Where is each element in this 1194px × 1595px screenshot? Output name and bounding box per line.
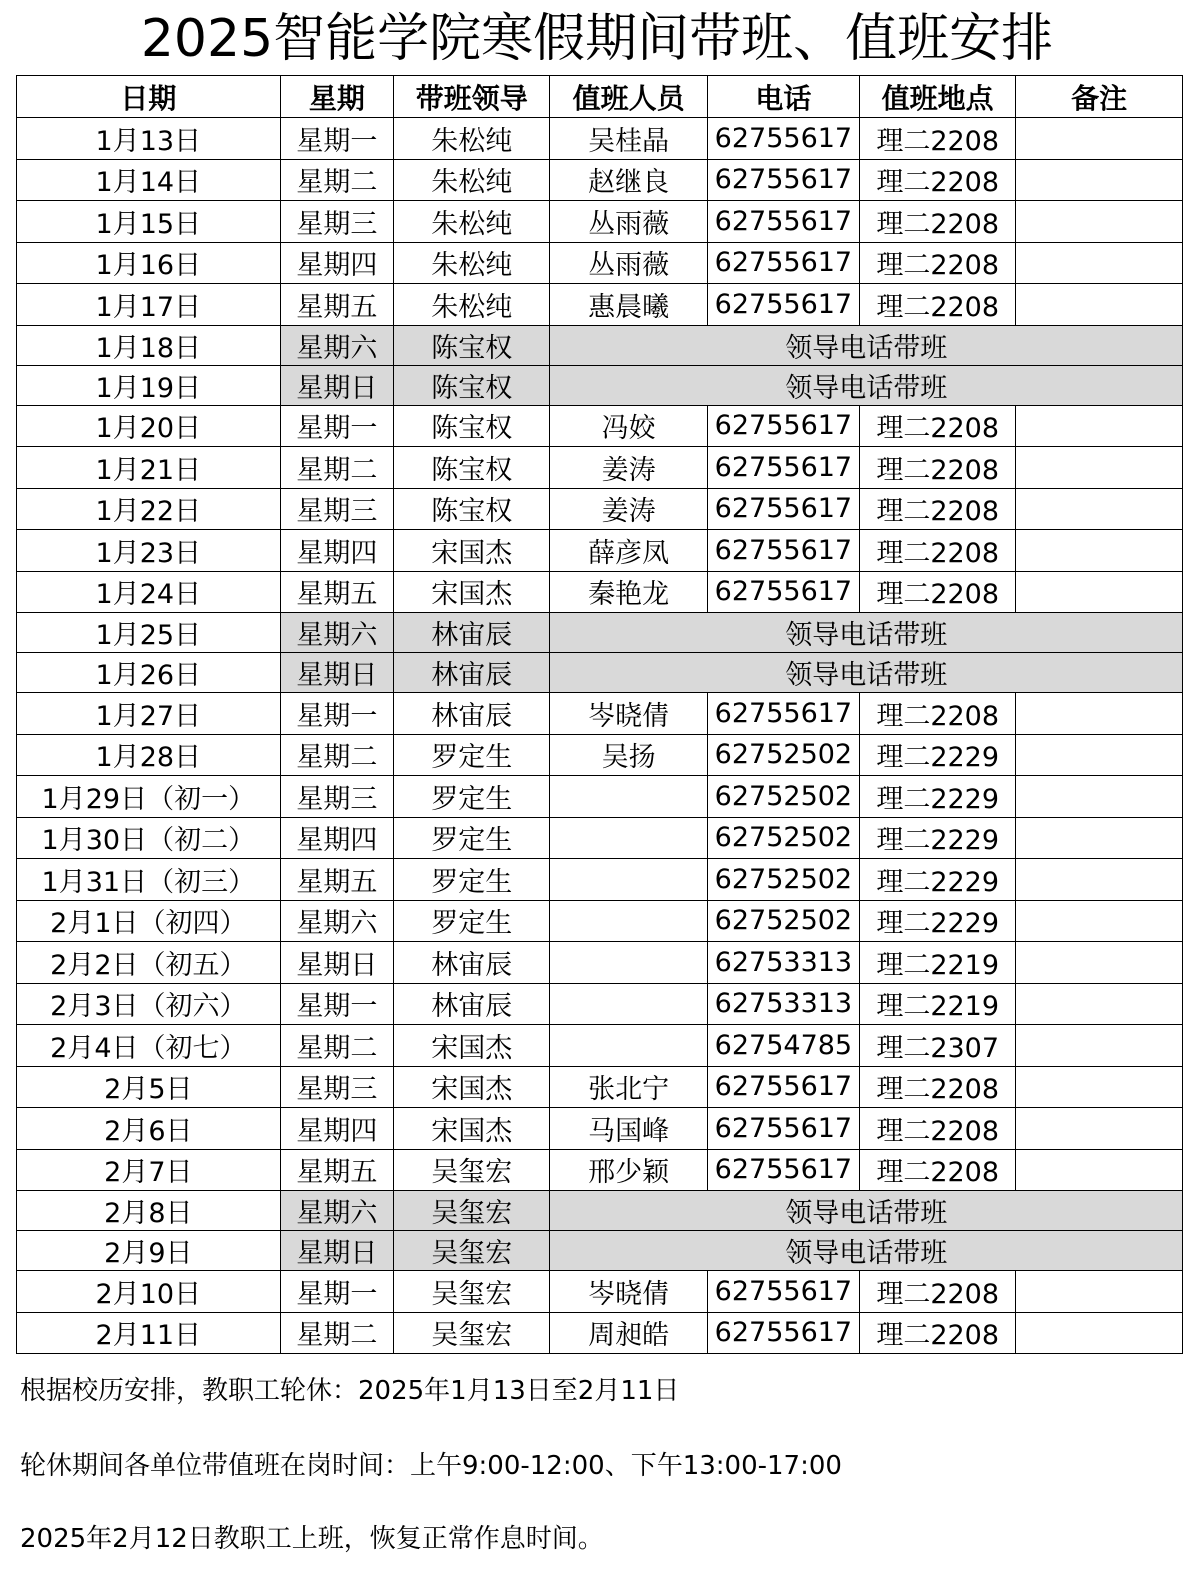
- table-row: [17, 1149, 1183, 1191]
- cell-note: [1016, 571, 1183, 613]
- cell-leader: 朱松纯: [394, 284, 550, 326]
- cell-weekday: 星期四: [280, 242, 393, 284]
- cell-weekday: 星期二: [280, 447, 393, 489]
- cell-weekday: 星期二: [280, 1025, 393, 1067]
- cell-note: [1016, 693, 1183, 735]
- cell-date: 1月24日: [17, 571, 281, 613]
- cell-date: 2月8日: [17, 1191, 281, 1231]
- cell-staff: 岑晓倩: [550, 693, 707, 735]
- cell-location: 理二2208: [860, 571, 1016, 613]
- cell-note: [1016, 488, 1183, 530]
- cell-phone: 62752502: [707, 734, 859, 776]
- cell-location: 理二2208: [860, 405, 1016, 447]
- cell-phone: 62752502: [707, 776, 859, 818]
- cell-leader: 林宙辰: [394, 653, 550, 693]
- table-row: [17, 159, 1183, 201]
- cell-phone-duty-merged: 领导电话带班: [550, 1231, 1183, 1271]
- cell-leader: 林宙辰: [394, 942, 550, 984]
- cell-phone: 62753313: [707, 983, 859, 1025]
- table-header-row: [17, 76, 1183, 118]
- cell-phone: 62755617: [707, 571, 859, 613]
- cell-staff: 邢少颖: [550, 1149, 707, 1191]
- duty-schedule-table: [16, 75, 1183, 1354]
- cell-phone: 62755617: [707, 405, 859, 447]
- cell-date: 2月6日: [17, 1108, 281, 1150]
- cell-staff: 吴扬: [550, 734, 707, 776]
- table-row: [17, 571, 1183, 613]
- cell-weekday: 星期二: [280, 1312, 393, 1354]
- table-row: [17, 817, 1183, 859]
- cell-phone: 62753313: [707, 942, 859, 984]
- cell-date: 1月23日: [17, 530, 281, 572]
- cell-staff: [550, 776, 707, 818]
- cell-date: 1月21日: [17, 447, 281, 489]
- cell-leader: 朱松纯: [394, 201, 550, 243]
- cell-phone: 62755617: [707, 1066, 859, 1108]
- cell-note: [1016, 1108, 1183, 1150]
- cell-note: [1016, 942, 1183, 984]
- cell-note: [1016, 1271, 1183, 1313]
- cell-weekday: 星期一: [280, 405, 393, 447]
- cell-phone: 62752502: [707, 900, 859, 942]
- cell-weekday: 星期五: [280, 571, 393, 613]
- cell-leader: 朱松纯: [394, 242, 550, 284]
- cell-date: 1月22日: [17, 488, 281, 530]
- cell-staff: 姜涛: [550, 447, 707, 489]
- cell-leader: 罗定生: [394, 900, 550, 942]
- cell-weekday: 星期四: [280, 1108, 393, 1150]
- cell-date: 2月3日（初六）: [17, 983, 281, 1025]
- cell-leader: 朱松纯: [394, 159, 550, 201]
- cell-location: 理二2219: [860, 942, 1016, 984]
- cell-date: 1月17日: [17, 284, 281, 326]
- cell-weekday: 星期三: [280, 201, 393, 243]
- cell-date: 1月15日: [17, 201, 281, 243]
- cell-location: 理二2208: [860, 284, 1016, 326]
- cell-date: 2月2日（初五）: [17, 942, 281, 984]
- cell-location: 理二2208: [860, 118, 1016, 160]
- cell-location: 理二2208: [860, 447, 1016, 489]
- cell-leader: 吴玺宏: [394, 1231, 550, 1271]
- cell-phone: 62752502: [707, 817, 859, 859]
- cell-phone: 62755617: [707, 1312, 859, 1354]
- table-row: [17, 284, 1183, 326]
- note-rotation-period: 根据校历安排，教职工轮休：2025年1月13日至2月11日: [20, 1376, 680, 1406]
- cell-leader: 林宙辰: [394, 693, 550, 735]
- cell-staff: 姜涛: [550, 488, 707, 530]
- cell-date: 1月18日: [17, 325, 281, 365]
- cell-weekday: 星期二: [280, 734, 393, 776]
- cell-date: 1月25日: [17, 613, 281, 653]
- cell-phone: 62755617: [707, 1108, 859, 1150]
- cell-leader: 罗定生: [394, 859, 550, 901]
- cell-note: [1016, 1312, 1183, 1354]
- cell-location: 理二2229: [860, 817, 1016, 859]
- note-duty-hours: 轮休期间各单位带值班在岗时间：上午9:00-12:00、下午13:00-17:00: [20, 1451, 842, 1481]
- cell-date: 2月11日: [17, 1312, 281, 1354]
- cell-weekday: 星期日: [280, 942, 393, 984]
- cell-location: 理二2307: [860, 1025, 1016, 1067]
- cell-location: 理二2229: [860, 734, 1016, 776]
- cell-weekday: 星期三: [280, 488, 393, 530]
- cell-location: 理二2219: [860, 983, 1016, 1025]
- table-row: [17, 693, 1183, 735]
- cell-weekday: 星期六: [280, 1191, 393, 1231]
- table-row: [17, 1108, 1183, 1150]
- cell-phone: 62755617: [707, 1149, 859, 1191]
- cell-note: [1016, 734, 1183, 776]
- cell-location: 理二2208: [860, 201, 1016, 243]
- cell-leader: 吴玺宏: [394, 1191, 550, 1231]
- cell-location: 理二2208: [860, 242, 1016, 284]
- cell-note: [1016, 983, 1183, 1025]
- cell-date: 2月5日: [17, 1066, 281, 1108]
- cell-leader: 陈宝权: [394, 365, 550, 405]
- cell-date: 2月1日（初四）: [17, 900, 281, 942]
- cell-phone: 62755617: [707, 242, 859, 284]
- cell-weekday: 星期日: [280, 1231, 393, 1271]
- cell-location: 理二2208: [860, 1066, 1016, 1108]
- cell-weekday: 星期二: [280, 159, 393, 201]
- cell-phone-duty-merged: 领导电话带班: [550, 613, 1183, 653]
- cell-location: 理二2208: [860, 159, 1016, 201]
- cell-leader: 宋国杰: [394, 571, 550, 613]
- table-row: [17, 325, 1183, 365]
- cell-note: [1016, 405, 1183, 447]
- table-row: [17, 201, 1183, 243]
- cell-staff: 丛雨薇: [550, 201, 707, 243]
- cell-note: [1016, 1149, 1183, 1191]
- cell-leader: 朱松纯: [394, 118, 550, 160]
- table-row: [17, 942, 1183, 984]
- cell-staff: [550, 942, 707, 984]
- cell-date: 1月30日（初二）: [17, 817, 281, 859]
- cell-weekday: 星期一: [280, 983, 393, 1025]
- cell-date: 1月26日: [17, 653, 281, 693]
- cell-staff: [550, 859, 707, 901]
- cell-weekday: 星期五: [280, 1149, 393, 1191]
- cell-weekday: 星期六: [280, 325, 393, 365]
- cell-date: 2月7日: [17, 1149, 281, 1191]
- cell-phone: 62755617: [707, 693, 859, 735]
- note-return-to-work: 2025年2月12日教职工上班，恢复正常作息时间。: [20, 1524, 604, 1554]
- cell-leader: 罗定生: [394, 734, 550, 776]
- table-row: [17, 1312, 1183, 1354]
- cell-note: [1016, 900, 1183, 942]
- cell-weekday: 星期一: [280, 693, 393, 735]
- table-row: [17, 983, 1183, 1025]
- cell-weekday: 星期三: [280, 1066, 393, 1108]
- cell-staff: 马国峰: [550, 1108, 707, 1150]
- table-row: [17, 613, 1183, 653]
- cell-date: 1月27日: [17, 693, 281, 735]
- cell-location: 理二2208: [860, 1271, 1016, 1313]
- header-staff: 值班人员: [550, 76, 707, 118]
- cell-leader: 宋国杰: [394, 530, 550, 572]
- cell-phone-duty-merged: 领导电话带班: [550, 325, 1183, 365]
- cell-leader: 宋国杰: [394, 1066, 550, 1108]
- cell-date: 1月14日: [17, 159, 281, 201]
- cell-date: 1月28日: [17, 734, 281, 776]
- cell-staff: 秦艳龙: [550, 571, 707, 613]
- cell-weekday: 星期六: [280, 900, 393, 942]
- cell-staff: 周昶皓: [550, 1312, 707, 1354]
- cell-date: 1月31日（初三）: [17, 859, 281, 901]
- cell-date: 1月20日: [17, 405, 281, 447]
- table-row: [17, 365, 1183, 405]
- cell-phone: 62755617: [707, 488, 859, 530]
- cell-date: 1月13日: [17, 118, 281, 160]
- cell-note: [1016, 242, 1183, 284]
- cell-phone: 62755617: [707, 159, 859, 201]
- cell-location: 理二2208: [860, 530, 1016, 572]
- cell-note: [1016, 1025, 1183, 1067]
- cell-leader: 吴玺宏: [394, 1271, 550, 1313]
- table-row: [17, 734, 1183, 776]
- header-note: 备注: [1016, 76, 1183, 118]
- cell-location: 理二2229: [860, 776, 1016, 818]
- cell-leader: 陈宝权: [394, 488, 550, 530]
- cell-staff: 岑晓倩: [550, 1271, 707, 1313]
- cell-weekday: 星期一: [280, 118, 393, 160]
- cell-phone: 62755617: [707, 284, 859, 326]
- cell-location: 理二2208: [860, 1312, 1016, 1354]
- cell-phone-duty-merged: 领导电话带班: [550, 653, 1183, 693]
- header-leader: 带班领导: [394, 76, 550, 118]
- cell-leader: 林宙辰: [394, 613, 550, 653]
- table-row: [17, 118, 1183, 160]
- cell-location: 理二2229: [860, 859, 1016, 901]
- cell-date: 1月19日: [17, 365, 281, 405]
- cell-note: [1016, 118, 1183, 160]
- cell-leader: 陈宝权: [394, 405, 550, 447]
- table-row: [17, 242, 1183, 284]
- cell-staff: [550, 817, 707, 859]
- page-title: 2025智能学院寒假期间带班、值班安排: [140, 9, 1054, 69]
- cell-staff: 惠晨曦: [550, 284, 707, 326]
- header-phone: 电话: [707, 76, 859, 118]
- cell-staff: 丛雨薇: [550, 242, 707, 284]
- cell-staff: 薛彦凤: [550, 530, 707, 572]
- table-row: [17, 776, 1183, 818]
- cell-leader: 宋国杰: [394, 1108, 550, 1150]
- table-row: [17, 1231, 1183, 1271]
- cell-staff: 张北宁: [550, 1066, 707, 1108]
- cell-leader: 陈宝权: [394, 447, 550, 489]
- cell-weekday: 星期五: [280, 284, 393, 326]
- cell-date: 2月9日: [17, 1231, 281, 1271]
- table-row: [17, 447, 1183, 489]
- cell-staff: 吴桂晶: [550, 118, 707, 160]
- header-date: 日期: [17, 76, 281, 118]
- cell-note: [1016, 817, 1183, 859]
- cell-note: [1016, 776, 1183, 818]
- cell-phone: 62755617: [707, 118, 859, 160]
- cell-staff: [550, 983, 707, 1025]
- cell-weekday: 星期四: [280, 817, 393, 859]
- cell-note: [1016, 159, 1183, 201]
- cell-phone: 62754785: [707, 1025, 859, 1067]
- table-row: [17, 1025, 1183, 1067]
- table-row: [17, 900, 1183, 942]
- cell-leader: 吴玺宏: [394, 1312, 550, 1354]
- cell-location: 理二2208: [860, 1149, 1016, 1191]
- cell-weekday: 星期三: [280, 776, 393, 818]
- cell-location: 理二2229: [860, 900, 1016, 942]
- cell-phone: 62752502: [707, 859, 859, 901]
- cell-date: 1月29日（初一）: [17, 776, 281, 818]
- cell-note: [1016, 530, 1183, 572]
- header-location: 值班地点: [860, 76, 1016, 118]
- table-row: [17, 653, 1183, 693]
- cell-weekday: 星期五: [280, 859, 393, 901]
- table-row: [17, 405, 1183, 447]
- cell-weekday: 星期日: [280, 365, 393, 405]
- cell-date: 2月4日（初七）: [17, 1025, 281, 1067]
- cell-staff: 冯姣: [550, 405, 707, 447]
- cell-phone-duty-merged: 领导电话带班: [550, 1191, 1183, 1231]
- cell-weekday: 星期六: [280, 613, 393, 653]
- cell-leader: 陈宝权: [394, 325, 550, 365]
- table-row: [17, 1191, 1183, 1231]
- cell-leader: 罗定生: [394, 817, 550, 859]
- cell-phone: 62755617: [707, 1271, 859, 1313]
- cell-weekday: 星期日: [280, 653, 393, 693]
- cell-leader: 吴玺宏: [394, 1149, 550, 1191]
- cell-note: [1016, 201, 1183, 243]
- cell-weekday: 星期四: [280, 530, 393, 572]
- cell-date: 2月10日: [17, 1271, 281, 1313]
- cell-phone: 62755617: [707, 530, 859, 572]
- cell-location: 理二2208: [860, 693, 1016, 735]
- table-row: [17, 1271, 1183, 1313]
- cell-note: [1016, 447, 1183, 489]
- table-row: [17, 1066, 1183, 1108]
- cell-weekday: 星期一: [280, 1271, 393, 1313]
- cell-note: [1016, 859, 1183, 901]
- cell-note: [1016, 284, 1183, 326]
- cell-phone-duty-merged: 领导电话带班: [550, 365, 1183, 405]
- cell-location: 理二2208: [860, 488, 1016, 530]
- header-weekday: 星期: [280, 76, 393, 118]
- cell-staff: 赵继良: [550, 159, 707, 201]
- cell-leader: 宋国杰: [394, 1025, 550, 1067]
- table-row: [17, 530, 1183, 572]
- cell-staff: [550, 1025, 707, 1067]
- cell-staff: [550, 900, 707, 942]
- cell-leader: 罗定生: [394, 776, 550, 818]
- cell-location: 理二2208: [860, 1108, 1016, 1150]
- cell-phone: 62755617: [707, 201, 859, 243]
- cell-phone: 62755617: [707, 447, 859, 489]
- cell-note: [1016, 1066, 1183, 1108]
- table-row: [17, 488, 1183, 530]
- cell-leader: 林宙辰: [394, 983, 550, 1025]
- table-row: [17, 859, 1183, 901]
- cell-date: 1月16日: [17, 242, 281, 284]
